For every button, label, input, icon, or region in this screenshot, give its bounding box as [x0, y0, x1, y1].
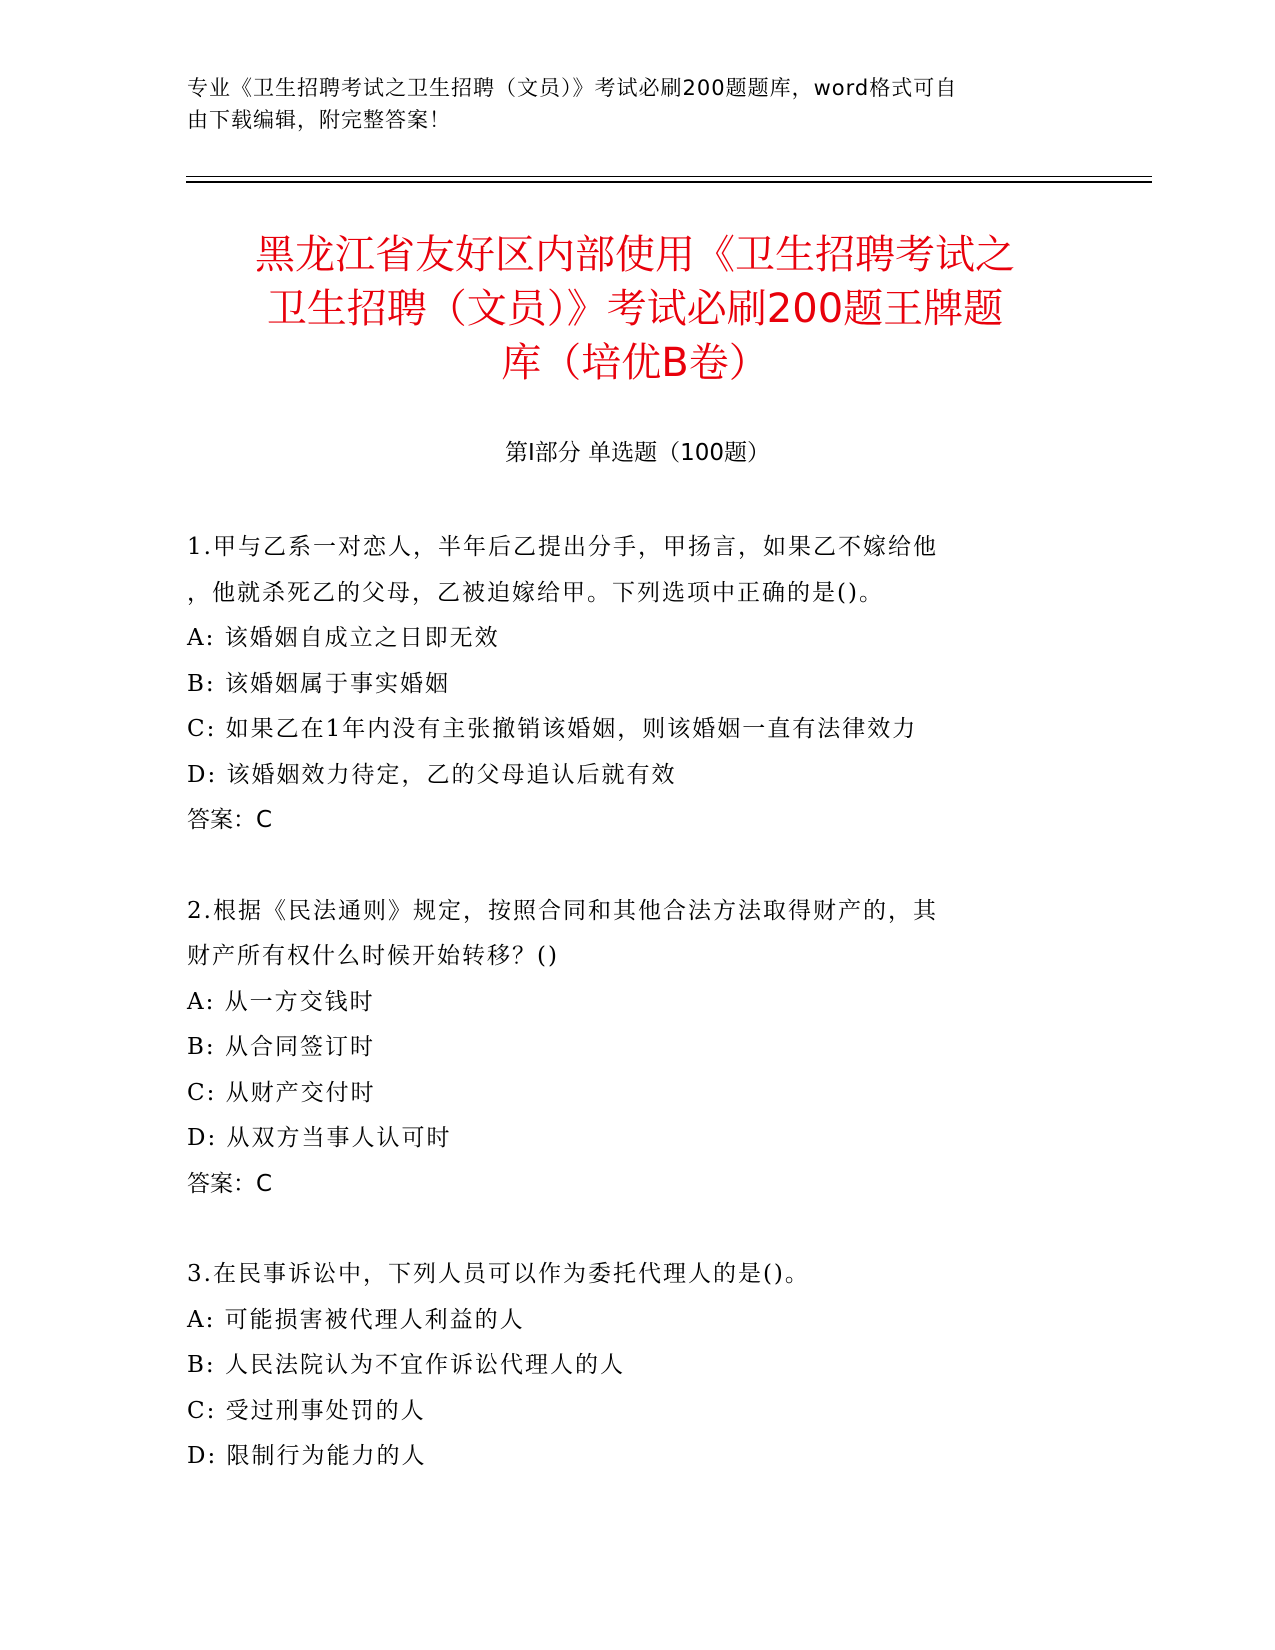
question-3	[187, 1252, 1067, 1480]
question-list	[187, 525, 1067, 1525]
option-d: D: 限制行为能力的人	[187, 1443, 427, 1469]
question-2	[187, 889, 1067, 1208]
question-stem-line: 3.在民事诉讼中，下列人员可以作为委托代理人的是()。	[187, 1261, 810, 1287]
header-note-line-2: 由下载编辑，附完整答案！	[187, 108, 451, 132]
option-a: A: 该婚姻自成立之日即无效	[187, 625, 500, 651]
question-stem-line: ，他就杀死乙的父母，乙被迫嫁给甲。下列选项中正确的是()。	[187, 579, 884, 606]
option-d: D: 该婚姻效力待定，乙的父母追认后就有效	[187, 761, 677, 788]
option-a: A: 可能损害被代理人利益的人	[187, 1306, 525, 1333]
header-note-line-1: 专业《卫生招聘考试之卫生招聘（文员）》考试必刷200题题库，word格式可自	[187, 76, 958, 100]
document-title-line-1: 黑龙江省友好区内部使用《卫生招聘考试之	[255, 232, 1015, 278]
document-title-line-2: 卫生招聘（文员）》考试必刷200题王牌题	[266, 286, 1004, 332]
question-stem-line: 财产所有权什么时候开始转移？()	[187, 943, 559, 969]
document-title-line-3: 库（培优B卷）	[501, 340, 769, 386]
option-c: C: 从财产交付时	[187, 1079, 376, 1106]
question-stem-line: 1.甲与乙系一对恋人，半年后乙提出分手，甲扬言，如果乙不嫁给他	[187, 534, 938, 560]
option-d: D: 从双方当事人认可时	[187, 1125, 452, 1151]
option-c: C: 如果乙在1年内没有主张撤销该婚姻，则该婚姻一直有法律效力	[187, 716, 918, 742]
header-note	[187, 72, 1067, 136]
header-divider-thin	[186, 176, 1152, 177]
section-heading: 第Ⅰ部分 单选题（100题）	[505, 440, 770, 466]
document-title	[180, 228, 1090, 390]
option-b: B: 该婚姻属于事实婚姻	[187, 670, 450, 697]
question-stem-line: 2.根据《民法通则》规定，按照合同和其他合法方法取得财产的，其	[187, 897, 938, 924]
option-a: A: 从一方交钱时	[187, 988, 375, 1015]
header-divider-thick	[186, 181, 1152, 183]
option-b: B: 人民法院认为不宜作诉讼代理人的人	[187, 1352, 625, 1378]
answer-label: 答案：C	[187, 807, 273, 833]
option-c: C: 受过刑事处罚的人	[187, 1397, 426, 1424]
question-1	[187, 525, 1067, 844]
answer-label: 答案：C	[187, 1170, 273, 1197]
option-b: B: 从合同签订时	[187, 1034, 375, 1060]
